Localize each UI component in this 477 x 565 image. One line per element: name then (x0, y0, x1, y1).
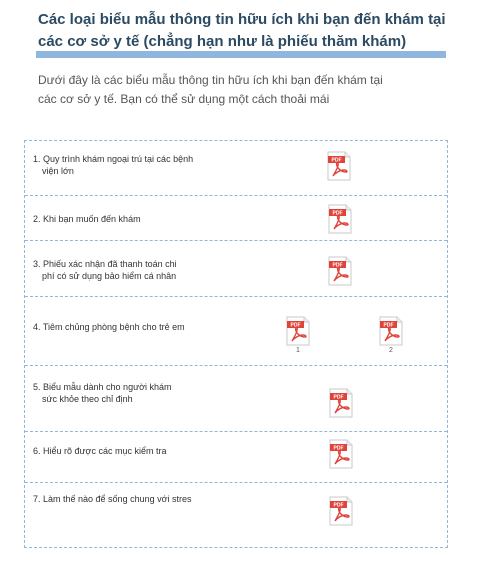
title-underline-bar (36, 51, 446, 58)
pdf-download-link[interactable] (329, 388, 353, 418)
row-label (33, 381, 243, 405)
row-label-line: 2. Khi bạn muốn đến khám (33, 214, 141, 224)
page-title: Các loại biểu mẫu thông tin hữu ích khi bạn đến khám tại các cơ sở y tế (chẳng hạn như là phiếu thăm khám) (38, 11, 446, 50)
svg-text:PDF: PDF (333, 445, 344, 452)
pdf-icon (379, 316, 403, 346)
pdf-icon (286, 316, 310, 346)
row-label-line: 3. Phiếu xác nhận đã thanh toán chi (33, 259, 177, 269)
pdf-number: 1 (296, 347, 300, 354)
pdf-download-link[interactable] (327, 151, 351, 181)
pdf-number: 2 (389, 347, 393, 354)
intro-text (38, 71, 438, 109)
row-label-line: 7. Làm thế nào để sống chung với stres (33, 494, 192, 504)
svg-text:PDF: PDF (333, 394, 344, 401)
pdf-icon (327, 151, 351, 181)
svg-text:PDF: PDF (383, 322, 394, 329)
pdf-download-link-1[interactable] (286, 316, 310, 354)
table-row (25, 431, 447, 483)
svg-text:PDF: PDF (290, 322, 301, 329)
svg-text:PDF: PDF (332, 210, 343, 217)
svg-text:PDF: PDF (333, 502, 344, 509)
intro-line-1: Dưới đây là các biểu mẫu thông tin hữu ích khi bạn đến khám tại (38, 73, 383, 87)
pdf-icon (329, 388, 353, 418)
pdf-download-link[interactable] (329, 496, 353, 526)
pdf-download-link[interactable] (328, 256, 352, 286)
pdf-icon (328, 204, 352, 234)
table-row (25, 296, 447, 366)
row-label (33, 258, 243, 282)
row-label-line: sức khỏe theo chỉ định (42, 394, 133, 404)
forms-table (24, 140, 448, 548)
pdf-icon (329, 439, 353, 469)
table-row (25, 240, 447, 297)
row-label-line: 6. Hiểu rõ được các mục kiểm tra (33, 446, 167, 456)
row-label-line: viện lớn (42, 166, 74, 176)
pdf-download-link[interactable] (328, 204, 352, 234)
row-label-line: 4. Tiêm chủng phòng bệnh cho trẻ em (33, 322, 185, 332)
row-label (33, 493, 243, 505)
pdf-download-link-2[interactable] (379, 316, 403, 354)
pdf-icon (329, 496, 353, 526)
row-label-line: 1. Quy trình khám ngoại trú tại các bệnh (33, 154, 194, 164)
pdf-icon (328, 256, 352, 286)
svg-text:PDF: PDF (332, 262, 343, 269)
table-row (25, 365, 447, 432)
intro-line-2: các cơ sở y tế. Bạn có thể sử dụng một cách thoải mái (38, 92, 330, 106)
svg-text:PDF: PDF (331, 157, 342, 164)
row-label (33, 321, 243, 333)
row-label (33, 445, 243, 457)
table-row (25, 482, 447, 548)
row-label-line: 5. Biểu mẫu dành cho người khám (33, 382, 172, 392)
row-label (33, 153, 243, 177)
table-row (25, 195, 447, 241)
row-label-line: phí có sử dụng bảo hiểm cá nhân (42, 271, 177, 281)
row-label (33, 213, 243, 225)
pdf-download-link[interactable] (329, 439, 353, 469)
table-row (25, 141, 447, 196)
